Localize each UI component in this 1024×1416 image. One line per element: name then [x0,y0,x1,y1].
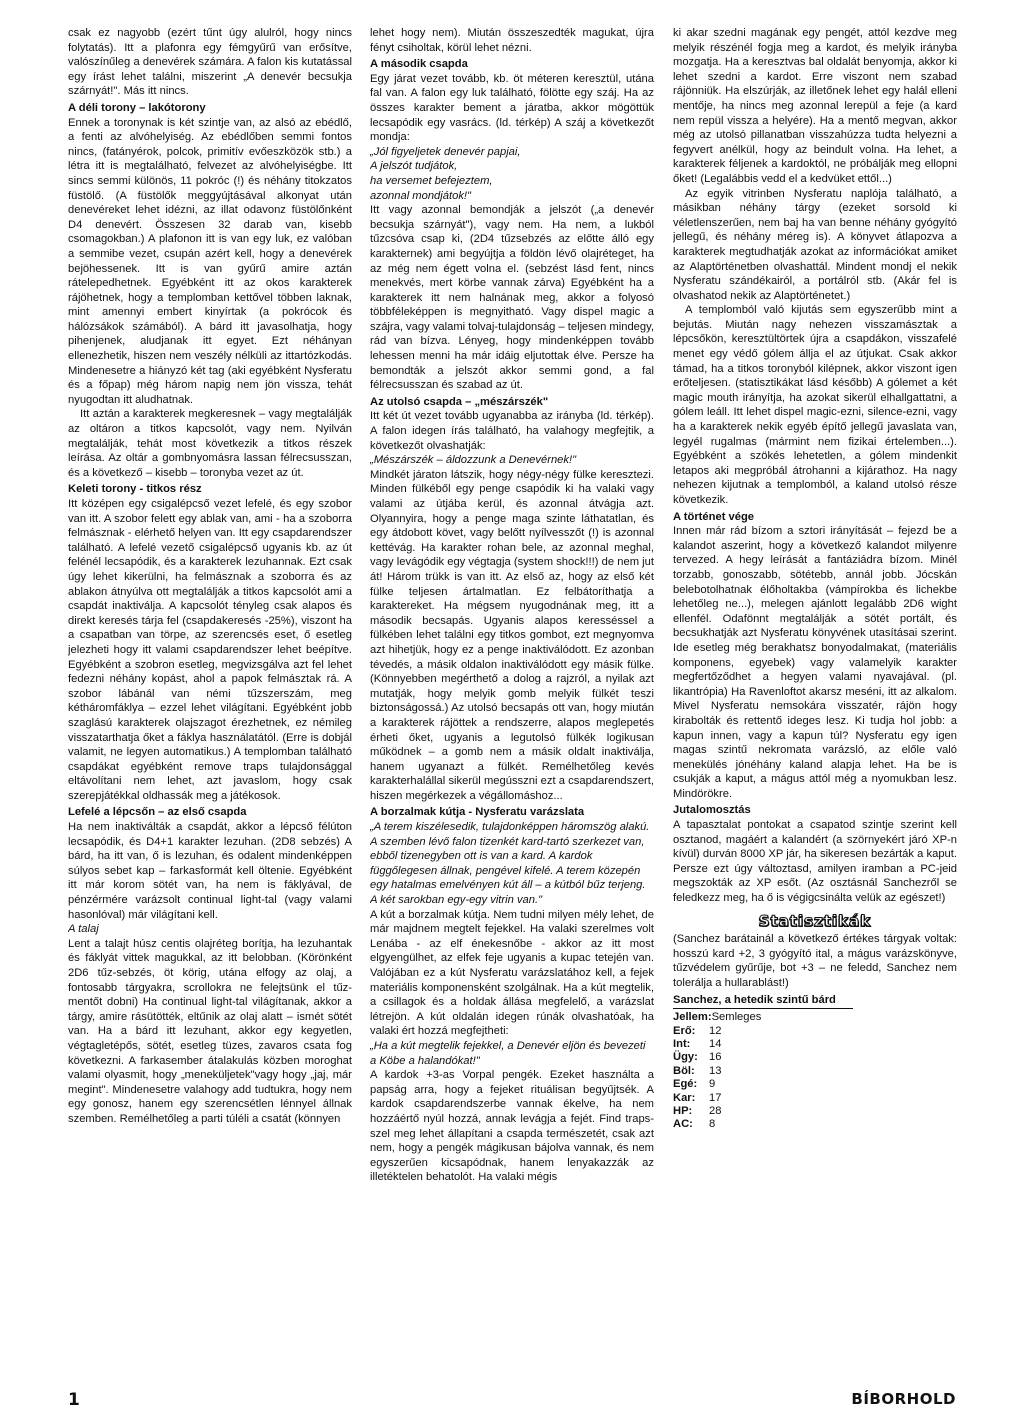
section-heading: Jutalomosztás [673,804,751,817]
paragraph: A templomból való kijutás sem egyszerűbb mint a bejutás. Miután nagy nehezen visszamásztak a lépcsőkön, keresztültörtek újra a csapdákon, visszafelé menet egy védő gólem állja el az útjukat. Csak akkor támad, ha a titkos toronyból kilépnek, akkor viszont igen erőteljesen. (statisztikákat lásd később) A gólemet a két magic mouth irányítja, ha azokat sikerül elhallgattatni, a gólem leáll. Itt lehet dispel magic-ezni, silence-ezni, vagy ha a karakterek nekik egyéb építő jellegű javaslata van, legyél rugalmas (mármint nem fizikai értelemben...). Egyébként a szökés lehetetlen, a gólem mindenkit letapos aki megpróbál átrohanni a kijárathoz. Ha nagy nehezen kijutnak a templomból, a kaland utolsó része következik. [673,304,957,506]
paragraph: Itt két út vezet tovább ugyanabba az irányba (ld. térkép). A falon idegen írás található, ha valahogy megfejtik, a következőt olvashatják: [370,410,654,452]
stat-label: Erő: [673,1024,696,1037]
stat-row [673,1118,957,1131]
stat-value: 16 [709,1051,722,1064]
stat-row [673,1065,957,1078]
paragraph: A kardok +3-as Vorpal pengék. Ezeket használta a papság arra, hogy a fejeket rituálisan begyűjtsék. A kardok csapdarendszerbe vannak ékelve, ha nem hozzáértő nyúl hozzá, annak levágja a fejét. Find traps-szel meg lehet állapítani a csapda természetét, csak azt nem, hogy a pengék mágikusan bájolva vannak, és nem egyszerűen kicsapódnak, hanem lenyakazzák az illetéktelen behatolót. Ha valaki mégis [370,1069,654,1184]
paragraph: Az egyik vitrinben Nysferatu naplója található, a másikban néhány tárgy (ezeket sorsold ki véletlenszerűen, nem baj ha van benne néhány gyógyító jellegű, és néhány méreg is). A könyvet átlapozva a karakterek megtudhatják azokat az információkat amiket az Alaptörténetben olvashattál. Mindent mondj el nekik Nysferatu szándékairól, a portálról stb. (Akár fel is olvashatod nekik az Alaptörténetet.) [673,187,957,302]
section-heading: A második csapda [370,58,468,71]
stat-value: 14 [709,1038,722,1050]
paragraph: A kút a borzalmak kútja. Nem tudni milyen mély lehet, de már majdnem megtelt fejekkel. Ha valaki szerelmes volt Lenába - az elf énekesnőbe - akkor az itt most elgyengülhet, az elfek feje ugyanis a kupac tetején van. Valójában ez a kút Nysferatu varázslatához kell, a fejek materiális komponensként szolgálnak. Ha a kút megtelik, a csillagok és a holdak állása megfelelő, a varázslat létrejön. A kút oldalán idegen rúnák olvashatóak, ha valaki ért hozzá megfejtheti: [370,908,654,1038]
stat-label: Jellem: [673,1011,712,1024]
stat-value: 8 [709,1118,716,1131]
paragraph: A tapasztalat pontokat a csapatod szintje szerint kell osztanod, magáért a kalandért (a szörnyekért járó XP-n kívül) durván 8000 XP jár, ha sikeresen bezárták a kaput. Persze ezt úgy változtasd, amilyen iramban a PC-jeid megszokták az XP esőt. (Az osztásnál Sanchezről se feledkezz meg, ha ő is végigcsinálta velük az egészet!) [673,819,957,905]
paragraph: (Sanchez barátainál a következő értékes tárgyak voltak: hosszú kard +2, 3 gyógyító ital, a mágus varázskönyve, tűzvédelem gyűrűje, bot +3 – ne feledd, Sanchez nem tolerálja a hullarablást!) [673,933,957,989]
stat-row [673,1051,957,1064]
section-heading: Sanchez, a hetedik szintű bárd [673,993,836,1006]
stat-label: Böl: [673,1064,695,1077]
stat-value: 28 [709,1105,722,1118]
paragraph: Ha nem inaktiválták a csapdát, akkor a lépcső félúton lecsapódik, és D4+1 karakter lezuhan. (2D8 sebzés) A bárd, ha itt van, ő is lezuhan, és odalent mindenképpen súlyos sebet kap – farkasformát kell öltenie. Egyébként itt már korom sötét van, ha nem is fáklyával, de pénzérmére varázsolt continual light-tal (vagy valami hasonlóval) már világítani kell. [68,821,352,921]
section-heading: A történet vége [673,510,755,523]
stat-value: 13 [709,1064,722,1077]
paragraph: csak ez nagyobb (ezért tűnt úgy alulról, hogy nincs folytatás). Itt a plafonra egy fémgyűrű van erősítve, valószínűleg a denevérek számára. A falon kis kutatással egy írást lehet találni, miszerint „A denevér becsukja szárnyát!". Más itt nincs. [68,27,352,98]
text-column-1 [68,26,352,1326]
stat-row [673,1092,957,1105]
stat-value: 9 [709,1078,716,1091]
section-heading: Keleti torony - titkos rész [68,483,202,496]
stat-row [673,1025,957,1038]
quoted-verse: „Mészárszék – áldozzunk a Denevérnek!" [370,454,577,467]
subheading-italic: A talaj [68,923,99,936]
magazine-title: BÍBORHOLD [851,1390,956,1408]
paragraph: Itt középen egy csigalépcső vezet lefelé, és egy szobor van itt. A szobor felett egy ablak van, ami - ha a szoborra felmásznak - elérhető helyen van. Itt egy csapdarendszer található. A lefelé vezető csigalépcső ugyanis kb. az út felénél lecsapódik, és a karakterek lezuhannak. Ezt csak úgy lehet kikerülni, ha felmásznak a szoborra és az ablakon átnyúlva ott megtalálják a titkos kapcsolót ami a csapdát inaktiválja. A kapcsolót tényleg csak alapos és direkt keresés tárja fel (csapdakeresés -25%), viszont ha a csapatban van törpe, az szerencsés eset, ő esetleg jelezheti hogy itt valami csapdarendszer lehet beépítve. Egyébként a szobron esetleg, megvizsgálva azt fel lehet fedezni néhány kopást, ahol a papok felmásztak rá. A szobor lábánál van némi tűzszerszám, meg kétháromfáklya – ezzel lehet világítani. Egyébként jobb szaglású karakterek olajszagot érezhetnek, ez némileg visszatarthatja őket a fáklya használatától. (Erre is dobjál valamit, ne legyen automatikus.) A templomban található csapdákat egyébként remove traps tulajdonsággal eltávolítani nem lehet, azt javaslom, hogy csak szerepjátékkal oldhassák meg a játékosok. [68,498,352,802]
section-heading: A borzalmak kútja - Nysferatu varázslata [370,806,585,819]
page-number: 1 [68,1390,80,1410]
stat-value: 17 [709,1091,722,1104]
quoted-verse: „Jól figyeljetek denevér papjai, [370,145,521,158]
paragraph: lehet hogy nem). Miután összeszedték magukat, újra fényt csiholtak, körül lehet nézni. [370,27,654,54]
paragraph: Itt aztán a karakterek megkeresnek – vagy megtalálják az oltáron a titkos kapcsolót, vagy nem. Nyilván megtalálják, tehát most következik a titkos részek leírása. Az oltár a gombnyomásra lassan félrecsusszan, és a következő – kisebb – toronyba vezet az út. [68,408,352,479]
paragraph: Itt vagy azonnal bemondják a jelszót („a denevér becsukja szárnyát"), vagy nem. Ha nem, a lukból tűzcsóva csap ki, (2D4 tűzsebzés az előtte álló egy karakternek) ami begyújtja a földön lévő olajréteget, ha az még nem égett volna el. (sebzést lásd fent, nincs menekvés, mert körbe vannak zárva) Egyébként ha a karakterek itt nem halnának meg, akkor a folyosó többféleképpen is megnyitható. Vagy dispel magic a szájra, vagy valami tolvaj-tulajdonság – teljesen mindegy, rád van bízva. Lényeg, hogy mindenképpen tovább lehessen menni ha már idáig eljutottak élve. Persze ha bemondták a jelszót akkor semmi gond, a fal félrecsusszan és szabad az út. [370,204,654,392]
quoted-verse: „Ha a kút megtelik fejekkel, a Denevér eljön és bevezeti a Köbe a halandókat!" [370,1039,646,1067]
stat-row [673,1078,957,1091]
stat-label: Int: [673,1038,691,1050]
paragraph: ki akar szedni magának egy pengét, attól kezdve meg melyik részénél fogja meg a kardot, és melyik irányba mozgatja. Ha a keresztvas bal oldalát benyomja, akkor ki lehet szedni a kardot. Erre viszont nem szabad rájönniük. Ha elszúrják, az illetőnek lehet egy halál elleni mentője, ha nincs meg azonnal lerepül a feje (a kard nem repül vissza a helyére). Ha a mentő megvan, akkor még az utolsó pillanatban visszahúzza tudta helyezni a fegyvert anélkül, hogy az beindult volna. Ha lehet, a karakterek féljenek a kardoktól, ne próbálják meg ellopni őket! (Legalábbis vedd el a kedvüket ettől...) [673,27,957,185]
character-stats [673,1011,957,1132]
paragraph: Innen már rád bízom a sztori irányítását – fejezd be a kalandot aszerint, hogy a következő kalandot milyenre tervezed. A hegy leírását a fantáziádra bízom. Minél torzabb, gonoszabb, sötétebb, annál jobb. Jócskán belebotolhatnak élőholtakba (vámpírokba és lichekbe lehetőleg ne...), melegen ajánlott legalább 2D6 wight ellenfél. Odafönnt megtalálják a sötét portált, és becsukhatják azt Nysferatu könyvének utasításai szerint. Ide esetleg még berakhatsz bonyodalmakat, (materiális komponens, egyebek) vagy valamelyik karakter megfertőződhet a hegyen valami nyavajával. (pl. likantrópia) Ha Ravenloftot akarsz meséni, itt az alkalom. Mivel Nysferatu nemsokára visszatér, rájön hogy kirabolták és rettentő ideges lesz. Ki tudja hol jobb: a kapun innen, vagy a kapun túl? Nysferatu egy igen magas szintű nekromata varázsló, az előle való menekülés jónéhány kaland alapja lehet. Ha be is csukják a kaput, a mágus attól még a nyomukban lesz. Mindörökre. [673,525,957,800]
paragraph: Ennek a toronynak is két szintje van, az alsó az ebédlő, a fenti az alvóhelyiség. Az ebédlőben semmi fontos nincs, (fatányérok, polcok, primitív evőeszközök stb.) a létra itt is megtalálható, felvezet az alvóhelyiségbe. Itt sincs semmi különös, 11 pokróc (!) és néhány titokzatos füstölő. (A füstölők meggyújtásával alkonyat után denevéreket lehet idézni, az illat odavonz füstölőnként D4 denevért. Összesen 32 darab van, kisebb csomagokban.) A plafonon itt is van egy luk, ez valóban a semmibe vezet, csupán azért kell, hogy a denevérek bejöhessenek. Itt is van gyűrű amire aztán rátelepedhetnek. Egyébként itt az okos karakterek rájöhetnek, hogy a templomban kettővel többen laknak, mint amennyi embert kinyírtak (a pokrócok és hálózsákok számából). A bárd itt javasolhatja, hogy pihenjenek, aludjanak itt egyet. Ezt néhányan ellenezhetik, hiszen nem veszély nélküli az ittartózkodás. Mindenesetre a hiányzó két tag (aki egyébként Nysferatu és a főpap) még három napig nem jön vissza, tehát nyugodtan itt aludhatnak. [68,116,352,406]
quoted-verse: azonnal mondjátok!" [370,189,471,202]
stat-label: Egé: [673,1078,698,1091]
quoted-verse: A jelszót tudjátok, [370,160,458,173]
stats-title: Statisztikák [758,911,872,930]
quoted-verse: ha versemet befejeztem, [370,174,493,187]
stat-row [673,1011,957,1024]
stat-row [673,1105,957,1118]
quoted-verse: „A terem kiszélesedik, tulajdonképpen háromszög alakú. A szemben lévő falon tizenkét kard-tartó szerkezet van, ebből tizenegyben ott is van a kard. A kardok függőlegesen állnak, pengével kifelé. A terem közepén egy hatalmas emelvényen kút áll – a kútból bűz terjeng. A két sarokban egy-egy vitrin van." [370,821,650,907]
text-column-3 [673,26,957,1326]
stats-divider [673,1008,853,1009]
section-heading: Az utolsó csapda – „mészárszék" [370,395,549,408]
stat-label: HP: [673,1105,693,1118]
stat-row [673,1038,957,1051]
stat-label: Ügy: [673,1051,698,1064]
section-heading: Lefelé a lépcsőn – az első csapda [68,806,247,819]
text-column-2 [370,26,654,1326]
paragraph: Mindkét járaton látszik, hogy négy-négy fülke keresztezi. Minden fülkéből egy penge csapódik ki ha valaki vagy valami az útjába kerül, és azonnal átvágja azt. Olyannyira, hogy a penge maga szinte láthatatlan, és egy átdobott követ, vagy belőtt nyílvesszőt (!) is azonnal kettévág. Ha karakter rohan bele, az azonnal meghal, vagy levágódik egy végtagja (system shock!!!) de nem jut át! Három trükk is van itt. Az első az, hogy az első két fülke teljesen ártalmatlan. Ez felbátoríthatja a karaktereket. Ha mégsem nyugodnának meg, itt a második becsapás. Ugyanis alapos keresséssel a fülkében lehet találni egy titkos gombot, ezt megnyomva azt hihetjük, hogy ez a penge inaktiválódott. Ez azonban tévedés, a másik oldalon inaktiválódott egy másik fülke. (Könnyebben megérthető a dolog a rajzról, a nyilak azt mutatják, hogy melyik gomb melyik fülkét teszi biztonságossá.) Az utolsó becsapás ott van, hogy miután a karakterek rájöttek a rendszerre, alapos meglepetés érheti őket, ugyanis a legutolsó fülkék logikusan működnek – a gomb nem a másik oldalt inaktiválja, hanem ugyanazt a fülkét. Remélhetőleg kevés karakterhalállal sikerül megússzni ezt a csapdarendszert, hiszen megérkezek a végállomáshoz... [370,468,654,802]
paragraph: Lent a talajt húsz centis olajréteg borítja, ha lezuhantak és fáklyát vittek magukkal, az itt belobban. (Körönként 2D6 tűz-sebzés, öt körig, utána elfogy az olaj, a fontosabb tárgyakra, scrollokra ne felejtsünk el tűz-mentőt dobni) Ha continual light-tal világítanak, akkor a tárgy, amire rásütötték, eltűnik az olaj alatt – ismét sötét van. Ha a bárd itt lezuhant, akkor egy kegyetlen, végtagletépős, sötét, esetleg tüzes, zavaros csata fog következni. A farkasember átalakulás közben moroghat valami olyasmit, hogy „meneküljetek"vagy hogy „jaj, már megint". Mindenesetre valahogy add tudtukra, hogy nem egy gonosz, hanem egy szerencsétlen lénnyel állnak szemben. Remélhetőleg a parti túléli a csatát (könnyen [68,937,352,1125]
stat-value: 12 [709,1024,722,1037]
stat-label: Kar: [673,1091,696,1104]
paragraph: Egy járat vezet tovább, kb. öt méteren keresztül, utána fal van. A falon egy luk található, fölötte egy száj. Ha az összes karakter bement a járatba, akkor mögöttük lecsapódik egy vasrács. (ld. térkép) A száj a következőt mondja: [370,72,654,144]
stat-label: AC: [673,1118,693,1131]
section-heading: A déli torony – lakótorony [68,101,206,114]
stat-value: Semleges [711,1011,762,1024]
